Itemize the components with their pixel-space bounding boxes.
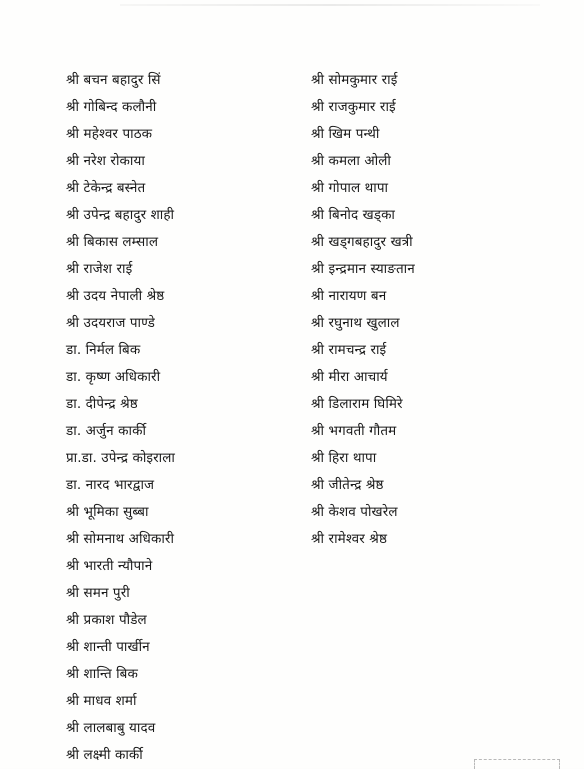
list-item: श्री कमला ओली [311, 153, 391, 169]
list-item: श्री उदयराज पाण्डे [66, 315, 155, 331]
list-item: श्री मीरा आचार्य [311, 369, 388, 385]
list-item: श्री इन्द्रमान स्याङतान [311, 261, 415, 277]
list-item: श्री उपेन्द्र बहादुर शाही [66, 207, 175, 223]
list-item: डा. कृष्ण अधिकारी [66, 369, 161, 385]
list-item: श्री केशव पोखरेल [311, 504, 398, 520]
list-item: श्री हिरा थापा [311, 450, 377, 466]
list-item: श्री माधव शर्मा [66, 693, 137, 709]
list-item: श्री सोमकुमार राई [311, 72, 398, 88]
list-item: प्रा.डा. उपेन्द्र कोइराला [66, 450, 176, 466]
list-item: श्री राजकुमार राई [311, 99, 396, 115]
list-item: श्री रामचन्द्र राई [311, 342, 387, 358]
list-item: श्री गोपाल थापा [311, 180, 389, 196]
list-item: श्री खिम पन्थी [311, 126, 380, 142]
list-item: श्री महेश्वर पाठक [66, 126, 153, 142]
list-item: श्री नरेश रोकाया [66, 153, 145, 169]
list-item: श्री प्रकाश पौडेल [66, 612, 147, 628]
list-item: श्री भारती न्यौपाने [66, 558, 153, 574]
list-item: श्री रघुनाथ खुलाल [311, 315, 400, 331]
list-item: डा. अर्जुन कार्की [66, 423, 147, 439]
list-item: श्री जीतेन्द्र श्रेष्ठ [311, 477, 384, 493]
list-item: श्री समन पुरी [66, 585, 130, 601]
list-item: श्री भूमिका सुब्बा [66, 504, 149, 520]
list-item: श्री लक्ष्मी कार्की [66, 747, 143, 763]
list-item: श्री राजेश राई [66, 261, 133, 277]
list-item: श्री नारायण बन [311, 288, 387, 304]
list-item: श्री गोबिन्द कलौनी [66, 99, 157, 115]
list-item: श्री खड्गबहादुर खत्री [311, 234, 413, 250]
scan-artifact [120, 4, 540, 6]
list-item: डा. दीपेन्द्र श्रेष्ठ [66, 396, 138, 412]
list-item: श्री बिकास लम्साल [66, 234, 159, 250]
list-item: श्री रामेश्वर श्रेष्ठ [311, 531, 388, 547]
list-item: श्री टेकेन्द्र बस्नेत [66, 180, 146, 196]
list-item: श्री शान्ती पार्खीन [66, 639, 150, 655]
list-item: डा. नारद भारद्वाज [66, 477, 155, 493]
list-item: डा. निर्मल बिक [66, 342, 141, 358]
left-name-list [66, 67, 175, 769]
list-item: श्री सोमनाथ अधिकारी [66, 531, 175, 547]
list-item: श्री बिनोद खड्का [311, 207, 396, 223]
list-item: श्री डिलाराम घिमिरे [311, 396, 403, 412]
right-name-list [311, 67, 415, 553]
list-item: श्री लालबाबु यादव [66, 720, 156, 736]
list-item: श्री भगवती गौतम [311, 423, 397, 439]
list-item: श्री बचन बहादुर सिं [66, 72, 161, 88]
list-item: श्री उदय नेपाली श्रेष्ठ [66, 288, 165, 304]
list-item: श्री शान्ति बिक [66, 666, 138, 682]
